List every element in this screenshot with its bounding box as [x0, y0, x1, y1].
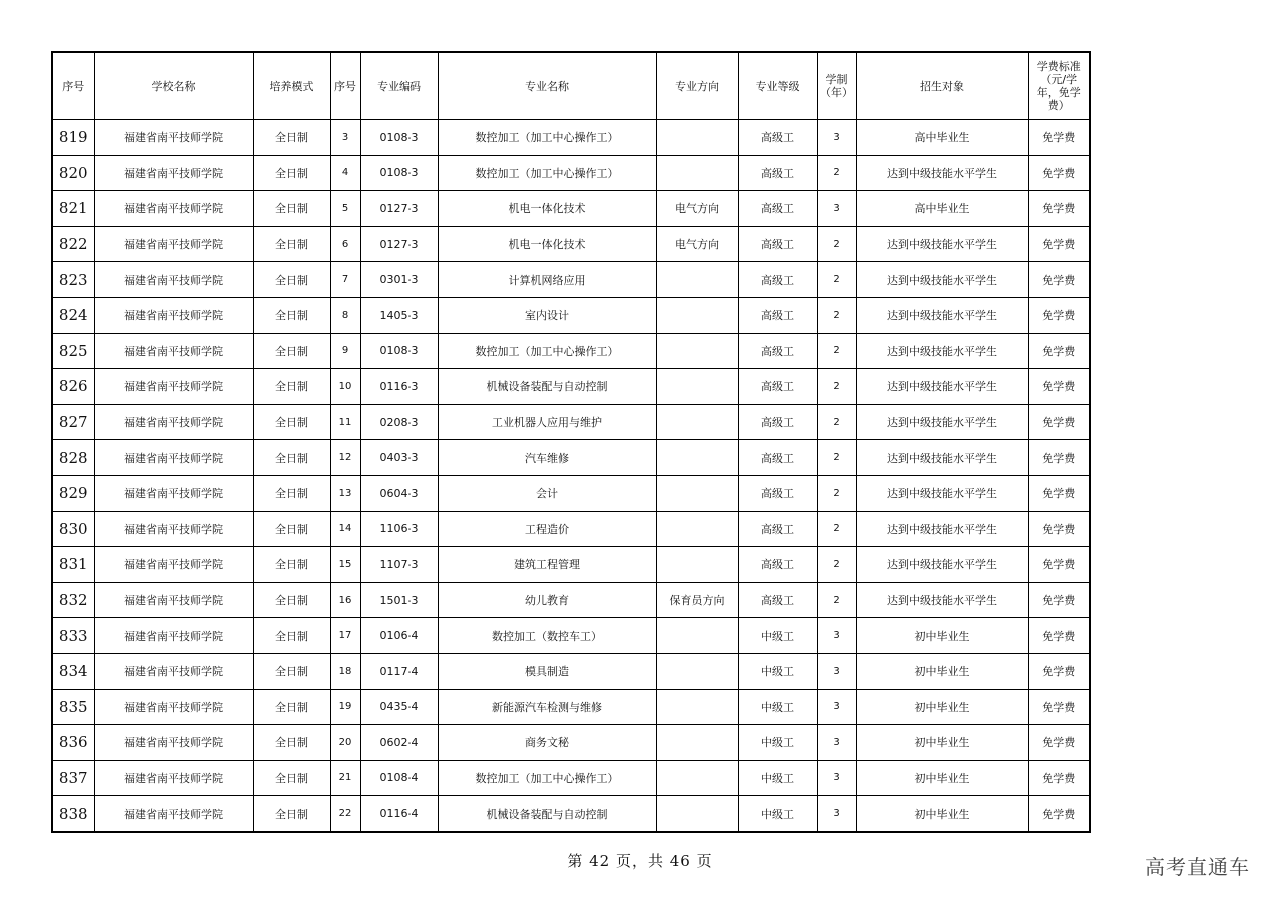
major-direction	[656, 440, 738, 476]
major-name: 新能源汽车检测与维修	[438, 689, 656, 725]
training-mode: 全日制	[253, 369, 330, 405]
school-name: 福建省南平技师学院	[94, 796, 253, 832]
major-code: 0435-4	[360, 689, 438, 725]
col-header-code: 专业编码	[360, 52, 438, 120]
seq-number: 4	[330, 155, 360, 191]
major-code: 1501-3	[360, 582, 438, 618]
major-name: 机电一体化技术	[438, 226, 656, 262]
tuition-fee: 免学费	[1028, 796, 1090, 832]
major-level: 高级工	[738, 191, 817, 227]
col-header-fee: 学费标准 （元/学年，免学费）	[1028, 52, 1090, 120]
major-code: 0604-3	[360, 475, 438, 511]
major-direction	[656, 689, 738, 725]
enrollment-target: 达到中级技能水平学生	[856, 262, 1028, 298]
enrollment-target: 初中毕业生	[856, 689, 1028, 725]
row-number: 830	[52, 511, 94, 547]
training-mode: 全日制	[253, 226, 330, 262]
major-name: 幼儿教育	[438, 582, 656, 618]
major-name: 会计	[438, 475, 656, 511]
watermark-text: 高考直通车	[1145, 855, 1250, 879]
training-mode: 全日制	[253, 725, 330, 761]
row-number: 834	[52, 653, 94, 689]
major-direction	[656, 155, 738, 191]
seq-number: 5	[330, 191, 360, 227]
enrollment-target: 达到中级技能水平学生	[856, 404, 1028, 440]
major-code: 0127-3	[360, 226, 438, 262]
training-mode: 全日制	[253, 262, 330, 298]
table-row	[52, 547, 1090, 583]
row-number: 824	[52, 297, 94, 333]
duration: 2	[817, 297, 856, 333]
seq-number: 6	[330, 226, 360, 262]
col-header-major: 专业名称	[438, 52, 656, 120]
major-level: 高级工	[738, 297, 817, 333]
table-row	[52, 297, 1090, 333]
seq-number: 12	[330, 440, 360, 476]
major-level: 高级工	[738, 511, 817, 547]
major-direction	[656, 475, 738, 511]
seq-number: 8	[330, 297, 360, 333]
major-level: 中级工	[738, 760, 817, 796]
table-row	[52, 120, 1090, 156]
enrollment-target: 初中毕业生	[856, 653, 1028, 689]
tuition-fee: 免学费	[1028, 297, 1090, 333]
major-level: 高级工	[738, 475, 817, 511]
school-name: 福建省南平技师学院	[94, 297, 253, 333]
duration: 3	[817, 689, 856, 725]
seq-number: 15	[330, 547, 360, 583]
enrollment-target: 高中毕业生	[856, 191, 1028, 227]
enrollment-target: 初中毕业生	[856, 796, 1028, 832]
row-number: 820	[52, 155, 94, 191]
training-mode: 全日制	[253, 618, 330, 654]
major-direction	[656, 547, 738, 583]
seq-number: 7	[330, 262, 360, 298]
training-mode: 全日制	[253, 155, 330, 191]
major-direction	[656, 653, 738, 689]
col-header-seq2: 序号	[330, 52, 360, 120]
row-number: 837	[52, 760, 94, 796]
major-level: 高级工	[738, 120, 817, 156]
major-name: 计算机网络应用	[438, 262, 656, 298]
major-level: 中级工	[738, 796, 817, 832]
tuition-fee: 免学费	[1028, 440, 1090, 476]
major-level: 中级工	[738, 653, 817, 689]
major-name: 数控加工（加工中心操作工）	[438, 333, 656, 369]
col-header-target: 招生对象	[856, 52, 1028, 120]
school-name: 福建省南平技师学院	[94, 333, 253, 369]
major-name: 建筑工程管理	[438, 547, 656, 583]
major-name: 工程造价	[438, 511, 656, 547]
training-mode: 全日制	[253, 404, 330, 440]
school-name: 福建省南平技师学院	[94, 618, 253, 654]
school-name: 福建省南平技师学院	[94, 404, 253, 440]
major-name: 商务文秘	[438, 725, 656, 761]
tuition-fee: 免学费	[1028, 653, 1090, 689]
school-name: 福建省南平技师学院	[94, 547, 253, 583]
duration: 3	[817, 725, 856, 761]
seq-number: 20	[330, 725, 360, 761]
row-number: 829	[52, 475, 94, 511]
enrollment-target: 初中毕业生	[856, 725, 1028, 761]
school-name: 福建省南平技师学院	[94, 226, 253, 262]
major-direction	[656, 120, 738, 156]
major-direction	[656, 511, 738, 547]
major-code: 0108-3	[360, 333, 438, 369]
training-mode: 全日制	[253, 547, 330, 583]
tuition-fee: 免学费	[1028, 120, 1090, 156]
row-number: 822	[52, 226, 94, 262]
table-row	[52, 262, 1090, 298]
major-code: 0116-4	[360, 796, 438, 832]
seq-number: 3	[330, 120, 360, 156]
major-code: 0301-3	[360, 262, 438, 298]
row-number: 819	[52, 120, 94, 156]
major-name: 机械设备装配与自动控制	[438, 369, 656, 405]
training-mode: 全日制	[253, 333, 330, 369]
training-mode: 全日制	[253, 511, 330, 547]
enrollment-target: 初中毕业生	[856, 618, 1028, 654]
table-row	[52, 404, 1090, 440]
table-row	[52, 440, 1090, 476]
table-row	[52, 191, 1090, 227]
enrollment-target: 达到中级技能水平学生	[856, 547, 1028, 583]
major-code: 0602-4	[360, 725, 438, 761]
school-name: 福建省南平技师学院	[94, 120, 253, 156]
school-name: 福建省南平技师学院	[94, 511, 253, 547]
school-name: 福建省南平技师学院	[94, 760, 253, 796]
major-name: 数控加工（加工中心操作工）	[438, 155, 656, 191]
tuition-fee: 免学费	[1028, 618, 1090, 654]
tuition-fee: 免学费	[1028, 155, 1090, 191]
major-direction: 保育员方向	[656, 582, 738, 618]
duration: 2	[817, 369, 856, 405]
tuition-fee: 免学费	[1028, 689, 1090, 725]
major-direction	[656, 725, 738, 761]
duration: 2	[817, 333, 856, 369]
table-row	[52, 475, 1090, 511]
school-name: 福建省南平技师学院	[94, 440, 253, 476]
tuition-fee: 免学费	[1028, 191, 1090, 227]
row-number: 832	[52, 582, 94, 618]
major-code: 0106-4	[360, 618, 438, 654]
tuition-fee: 免学费	[1028, 226, 1090, 262]
major-code: 0116-3	[360, 369, 438, 405]
duration: 2	[817, 475, 856, 511]
major-level: 中级工	[738, 689, 817, 725]
page-number: 第 42 页，共 46 页	[567, 852, 713, 870]
table-row	[52, 618, 1090, 654]
major-name: 数控加工（数控车工）	[438, 618, 656, 654]
enrollment-target: 初中毕业生	[856, 760, 1028, 796]
major-level: 中级工	[738, 618, 817, 654]
major-name: 汽车维修	[438, 440, 656, 476]
major-direction	[656, 297, 738, 333]
table-header-row	[52, 52, 1090, 120]
major-level: 高级工	[738, 155, 817, 191]
major-level: 高级工	[738, 547, 817, 583]
enrollment-target: 达到中级技能水平学生	[856, 155, 1028, 191]
seq-number: 11	[330, 404, 360, 440]
duration: 2	[817, 226, 856, 262]
major-name: 室内设计	[438, 297, 656, 333]
tuition-fee: 免学费	[1028, 547, 1090, 583]
major-code: 1106-3	[360, 511, 438, 547]
row-number: 821	[52, 191, 94, 227]
major-code: 0403-3	[360, 440, 438, 476]
enrollment-target: 达到中级技能水平学生	[856, 511, 1028, 547]
major-direction	[656, 760, 738, 796]
training-mode: 全日制	[253, 297, 330, 333]
seq-number: 21	[330, 760, 360, 796]
enrollment-target: 达到中级技能水平学生	[856, 475, 1028, 511]
school-name: 福建省南平技师学院	[94, 689, 253, 725]
enrollment-target: 达到中级技能水平学生	[856, 369, 1028, 405]
row-number: 838	[52, 796, 94, 832]
major-code: 0108-4	[360, 760, 438, 796]
major-direction	[656, 796, 738, 832]
duration: 2	[817, 547, 856, 583]
duration: 2	[817, 155, 856, 191]
major-code: 0108-3	[360, 120, 438, 156]
training-mode: 全日制	[253, 796, 330, 832]
col-header-direction: 专业方向	[656, 52, 738, 120]
table-body	[52, 120, 1090, 832]
major-name: 工业机器人应用与维护	[438, 404, 656, 440]
duration: 2	[817, 511, 856, 547]
seq-number: 17	[330, 618, 360, 654]
major-direction	[656, 404, 738, 440]
training-mode: 全日制	[253, 582, 330, 618]
tuition-fee: 免学费	[1028, 725, 1090, 761]
col-header-duration: 学制 （年）	[817, 52, 856, 120]
enrollment-target: 达到中级技能水平学生	[856, 333, 1028, 369]
school-name: 福建省南平技师学院	[94, 191, 253, 227]
tuition-fee: 免学费	[1028, 404, 1090, 440]
duration: 3	[817, 653, 856, 689]
row-number: 825	[52, 333, 94, 369]
training-mode: 全日制	[253, 440, 330, 476]
major-direction	[656, 618, 738, 654]
col-header-level: 专业等级	[738, 52, 817, 120]
school-name: 福建省南平技师学院	[94, 582, 253, 618]
training-mode: 全日制	[253, 191, 330, 227]
table-row	[52, 369, 1090, 405]
training-mode: 全日制	[253, 689, 330, 725]
enrollment-target: 达到中级技能水平学生	[856, 297, 1028, 333]
seq-number: 9	[330, 333, 360, 369]
major-level: 高级工	[738, 262, 817, 298]
major-name: 模具制造	[438, 653, 656, 689]
major-level: 高级工	[738, 582, 817, 618]
duration: 3	[817, 796, 856, 832]
seq-number: 22	[330, 796, 360, 832]
seq-number: 13	[330, 475, 360, 511]
seq-number: 18	[330, 653, 360, 689]
row-number: 827	[52, 404, 94, 440]
table-row	[52, 155, 1090, 191]
tuition-fee: 免学费	[1028, 262, 1090, 298]
duration: 2	[817, 582, 856, 618]
tuition-fee: 免学费	[1028, 760, 1090, 796]
seq-number: 14	[330, 511, 360, 547]
major-code: 0127-3	[360, 191, 438, 227]
school-name: 福建省南平技师学院	[94, 653, 253, 689]
tuition-fee: 免学费	[1028, 511, 1090, 547]
school-name: 福建省南平技师学院	[94, 155, 253, 191]
training-mode: 全日制	[253, 760, 330, 796]
table-row	[52, 226, 1090, 262]
seq-number: 16	[330, 582, 360, 618]
table-row	[52, 725, 1090, 761]
row-number: 828	[52, 440, 94, 476]
school-name: 福建省南平技师学院	[94, 725, 253, 761]
seq-number: 19	[330, 689, 360, 725]
duration: 2	[817, 262, 856, 298]
duration: 3	[817, 191, 856, 227]
row-number: 823	[52, 262, 94, 298]
row-number: 826	[52, 369, 94, 405]
major-name: 数控加工（加工中心操作工）	[438, 760, 656, 796]
enrollment-target: 达到中级技能水平学生	[856, 226, 1028, 262]
school-name: 福建省南平技师学院	[94, 262, 253, 298]
major-name: 机电一体化技术	[438, 191, 656, 227]
duration: 2	[817, 440, 856, 476]
seq-number: 10	[330, 369, 360, 405]
tuition-fee: 免学费	[1028, 369, 1090, 405]
major-direction	[656, 333, 738, 369]
table-row	[52, 760, 1090, 796]
enrollment-target: 达到中级技能水平学生	[856, 440, 1028, 476]
tuition-fee: 免学费	[1028, 333, 1090, 369]
duration: 3	[817, 120, 856, 156]
enrollment-table	[51, 51, 1091, 833]
row-number: 831	[52, 547, 94, 583]
training-mode: 全日制	[253, 120, 330, 156]
table-row	[52, 333, 1090, 369]
major-code: 0117-4	[360, 653, 438, 689]
school-name: 福建省南平技师学院	[94, 475, 253, 511]
enrollment-target: 高中毕业生	[856, 120, 1028, 156]
major-level: 中级工	[738, 725, 817, 761]
major-level: 高级工	[738, 440, 817, 476]
col-header-school: 学校名称	[94, 52, 253, 120]
duration: 2	[817, 404, 856, 440]
row-number: 835	[52, 689, 94, 725]
major-level: 高级工	[738, 369, 817, 405]
duration: 3	[817, 618, 856, 654]
major-name: 数控加工（加工中心操作工）	[438, 120, 656, 156]
major-code: 1405-3	[360, 297, 438, 333]
tuition-fee: 免学费	[1028, 475, 1090, 511]
major-level: 高级工	[738, 333, 817, 369]
duration: 3	[817, 760, 856, 796]
major-name: 机械设备装配与自动控制	[438, 796, 656, 832]
col-header-mode: 培养模式	[253, 52, 330, 120]
table-row	[52, 653, 1090, 689]
table-row	[52, 796, 1090, 832]
tuition-fee: 免学费	[1028, 582, 1090, 618]
major-direction: 电气方向	[656, 226, 738, 262]
col-header-seq: 序号	[52, 52, 94, 120]
major-level: 高级工	[738, 226, 817, 262]
table-row	[52, 689, 1090, 725]
row-number: 833	[52, 618, 94, 654]
table-row	[52, 511, 1090, 547]
training-mode: 全日制	[253, 653, 330, 689]
table-row	[52, 582, 1090, 618]
major-direction: 电气方向	[656, 191, 738, 227]
major-code: 0108-3	[360, 155, 438, 191]
major-code: 0208-3	[360, 404, 438, 440]
training-mode: 全日制	[253, 475, 330, 511]
major-level: 高级工	[738, 404, 817, 440]
school-name: 福建省南平技师学院	[94, 369, 253, 405]
major-direction	[656, 262, 738, 298]
enrollment-target: 达到中级技能水平学生	[856, 582, 1028, 618]
major-direction	[656, 369, 738, 405]
major-code: 1107-3	[360, 547, 438, 583]
row-number: 836	[52, 725, 94, 761]
